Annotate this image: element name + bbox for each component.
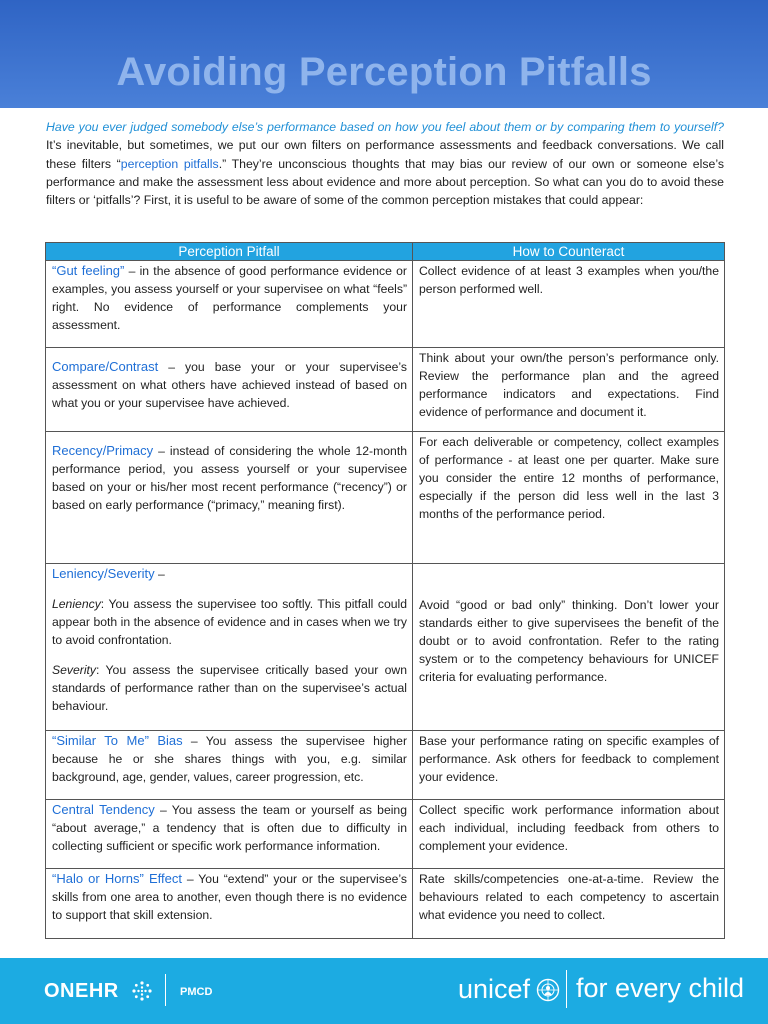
pitfall-cell bbox=[46, 869, 413, 939]
severity-paragraph bbox=[52, 661, 407, 715]
pitfall-desc: – you base your or your supervisee’s assessment on what others have achieved instead of based on what you or your supervisee have achieved. bbox=[52, 360, 407, 410]
counteract-cell: Rate skills/competencies one-at-a-time. Review the behaviours related to each competency to ascertain what evidence you need to collect. bbox=[413, 869, 725, 939]
pitfalls-table bbox=[45, 242, 725, 939]
pitfall-desc: – You “extend” your or the supervisee’s skills from one area to another, even though there is no evidence to support that skill extension. bbox=[52, 872, 407, 922]
severity-text: : You assess the supervisee critically based your own standards of performance rather than on the supervisee’s actual behaviour. bbox=[52, 663, 407, 713]
pitfall-desc: – You assess the team or yourself as being “about average,” a tendency that is often due to difficulty in collecting sufficient or specific work performance information. bbox=[52, 803, 407, 853]
table-header-row bbox=[46, 243, 725, 261]
pitfall-cell bbox=[46, 731, 413, 800]
table-row bbox=[46, 731, 725, 800]
onehr-logo: ONEHR bbox=[44, 980, 119, 1002]
intro-question: Have you ever judged somebody else’s performance based on how you feel about them or by comparing them to yourself? bbox=[46, 120, 724, 134]
leniency-label: Leniency bbox=[52, 597, 101, 611]
pitfall-desc: – instead of considering the whole 12-month performance period, you assess yourself or your supervisee based on your or his/her most recent performance (“recency”) or based on early performance (“primacy,” meaning first). bbox=[52, 444, 407, 512]
pitfall-cell bbox=[46, 800, 413, 869]
counteract-cell: Collect evidence of at least 3 examples when you/the person performed well. bbox=[413, 261, 725, 348]
leniency-text: : You assess the supervisee too softly. This pitfall could appear both in the absence of evidence and in cases when we try to avoid confrontation. bbox=[52, 597, 407, 647]
pitfall-term: Central Tendency bbox=[52, 802, 155, 817]
intro-paragraph bbox=[46, 118, 724, 209]
counteract-cell: Base your performance rating on specific examples of performance. Ask others for feedback to complement your evidence. bbox=[413, 731, 725, 800]
footer-divider bbox=[165, 974, 166, 1006]
pitfall-term: Recency/Primacy bbox=[52, 443, 154, 458]
pitfall-term: “Similar To Me” Bias bbox=[52, 733, 183, 748]
footer-divider bbox=[566, 970, 567, 1008]
counteract-cell: Collect specific work performance information about each individual, including feedback from others to complement your evidence. bbox=[413, 800, 725, 869]
table-row bbox=[46, 432, 725, 564]
intro-text-2: .” They’re unconscious thoughts that may bias our review of our own or someone else’s performance and make the assessment less about evidence and more about perception. So what can you do to avoid these filters or ‘pitfalls’? First, it is useful to be aware of some of the common perception mistakes that could appear: bbox=[46, 156, 725, 208]
header-pitfall: Perception Pitfall bbox=[46, 243, 413, 261]
pitfall-term: “Gut feeling” bbox=[52, 263, 125, 278]
unicef-tagline: for every child bbox=[576, 973, 745, 1003]
table-row bbox=[46, 564, 725, 731]
unicef-wordmark: unicef bbox=[458, 974, 531, 1004]
dots-logo-icon bbox=[131, 980, 153, 1002]
table-row bbox=[46, 869, 725, 939]
counteract-cell: For each deliverable or competency, collect examples of performance - at least one per quarter. Make sure you consider the entire 12 months of performance, especially if the person did less well in the last 3 months of the performance period. bbox=[413, 432, 725, 564]
pitfall-cell bbox=[46, 261, 413, 348]
unicef-emblem-icon bbox=[536, 978, 560, 1002]
pitfall-desc: – in the absence of good performance evidence or examples, you assess yourself or your supervisee on what “feels” right. No evidence of performance complements your assessment. bbox=[52, 264, 407, 332]
pitfall-cell bbox=[46, 348, 413, 432]
pitfall-desc: – You assess the supervisee higher because he or she shares things with you, e.g. similar background, age, gender, values, career progression, etc. bbox=[52, 734, 407, 784]
counteract-cell: Think about your own/the person’s performance only. Review the performance plan and the agreed performance indicators and expectations. Find evidence of performance and document it. bbox=[413, 348, 725, 432]
pitfall-cell bbox=[46, 432, 413, 564]
table-row bbox=[46, 800, 725, 869]
page-footer bbox=[0, 958, 768, 1024]
pitfall-term: Leniency/Severity bbox=[52, 566, 155, 581]
table-row bbox=[46, 348, 725, 432]
counteract-cell: Avoid “good or bad only” thinking. Don’t lower your standards either to give supervisees the benefit of the doubt or to avoid confrontation. Refer to the rating system or to the competency behaviours for UNICEF criteria for evaluating performance. bbox=[413, 564, 725, 731]
pitfall-term: Compare/Contrast bbox=[52, 359, 159, 374]
pitfall-cell bbox=[46, 564, 413, 731]
pmcd-label: PMCD bbox=[180, 986, 213, 998]
severity-label: Severity bbox=[52, 663, 97, 677]
intro-text-1: It’s inevitable, but sometimes, we put our own filters on performance assessments and feedback conversations. We call these filters “ bbox=[46, 138, 724, 171]
table-row bbox=[46, 261, 725, 348]
header-counteract: How to Counteract bbox=[413, 243, 725, 261]
page-title: Avoiding Perception Pitfalls bbox=[116, 50, 652, 94]
intro-highlight: perception pitfalls bbox=[120, 156, 219, 171]
pitfall-term: “Halo or Horns” Effect bbox=[52, 871, 182, 886]
leniency-paragraph bbox=[52, 595, 407, 649]
page-header bbox=[0, 0, 768, 108]
pitfall-desc: – bbox=[154, 567, 165, 581]
